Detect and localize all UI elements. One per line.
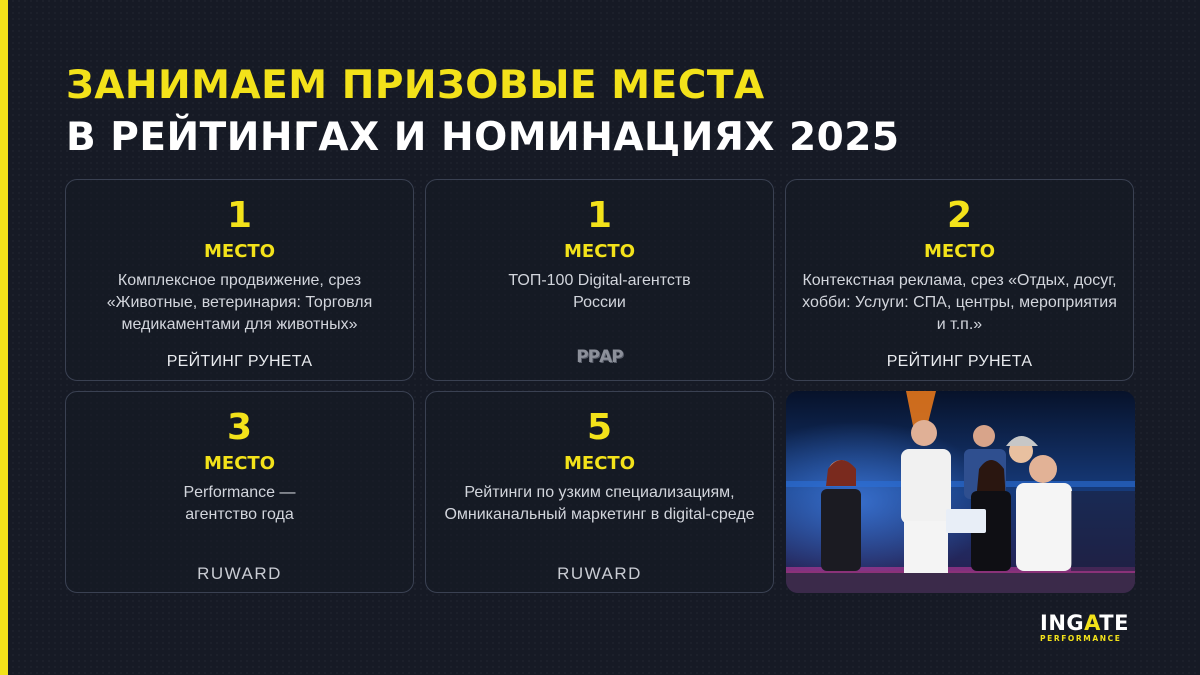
- place-label: МЕСТО: [564, 453, 635, 474]
- award-card-rrap-top100: [425, 179, 774, 381]
- place-number: 1: [226, 195, 253, 236]
- award-card-ruward-performance: [65, 391, 414, 593]
- award-description: Контекстная реклама, срез «Отдых, досуг, хобби: Услуги: СПА, центры, мероприятия и т.п.»: [802, 272, 1117, 333]
- award-source: РЕЙТИНГ РУНЕТА: [166, 353, 313, 370]
- award-description: Комплексное продвижение, срез «Животные, ветеринария: Торговля медикаментами для животных»: [106, 272, 373, 333]
- place-label: МЕСТО: [924, 241, 995, 262]
- place-label: МЕСТО: [204, 241, 275, 262]
- rrap-logo: РРАР: [576, 347, 623, 367]
- award-source: РЕЙТИНГ РУНЕТА: [886, 353, 1033, 370]
- title-line-2: В РЕЙТИНГАХ И НОМИНАЦИЯХ 2025: [66, 115, 900, 160]
- place-number: 2: [946, 195, 973, 236]
- place-label: МЕСТО: [204, 453, 275, 474]
- place-number: 5: [586, 407, 613, 448]
- accent-edge-bar: [0, 0, 8, 675]
- award-description: Рейтинги по узким специализациям, Омниканальный маркетинг в digital-среде: [444, 484, 755, 523]
- title-line-1: ЗАНИМАЕМ ПРИЗОВЫЕ МЕСТА: [66, 63, 765, 108]
- award-ceremony-photo: [786, 391, 1135, 593]
- award-card-runet-spa: [785, 179, 1134, 381]
- place-label: МЕСТО: [564, 241, 635, 262]
- award-source: RUWARD: [197, 564, 282, 583]
- place-number: 3: [226, 407, 253, 448]
- award-card-runet-pets: [65, 179, 414, 381]
- logo-subtitle: PERFORMANCE: [1040, 634, 1122, 643]
- place-number: 1: [586, 195, 613, 236]
- page-title: [66, 60, 900, 164]
- award-description: ТОП-100 Digital-агентств России: [508, 272, 691, 311]
- logo-wordmark: INGATE: [1040, 611, 1129, 635]
- award-card-ruward-omnichannel: [425, 391, 774, 593]
- ingate-logo: [1040, 612, 1140, 646]
- award-source: RUWARD: [557, 564, 642, 583]
- award-description: Performance — агентство года: [183, 484, 296, 523]
